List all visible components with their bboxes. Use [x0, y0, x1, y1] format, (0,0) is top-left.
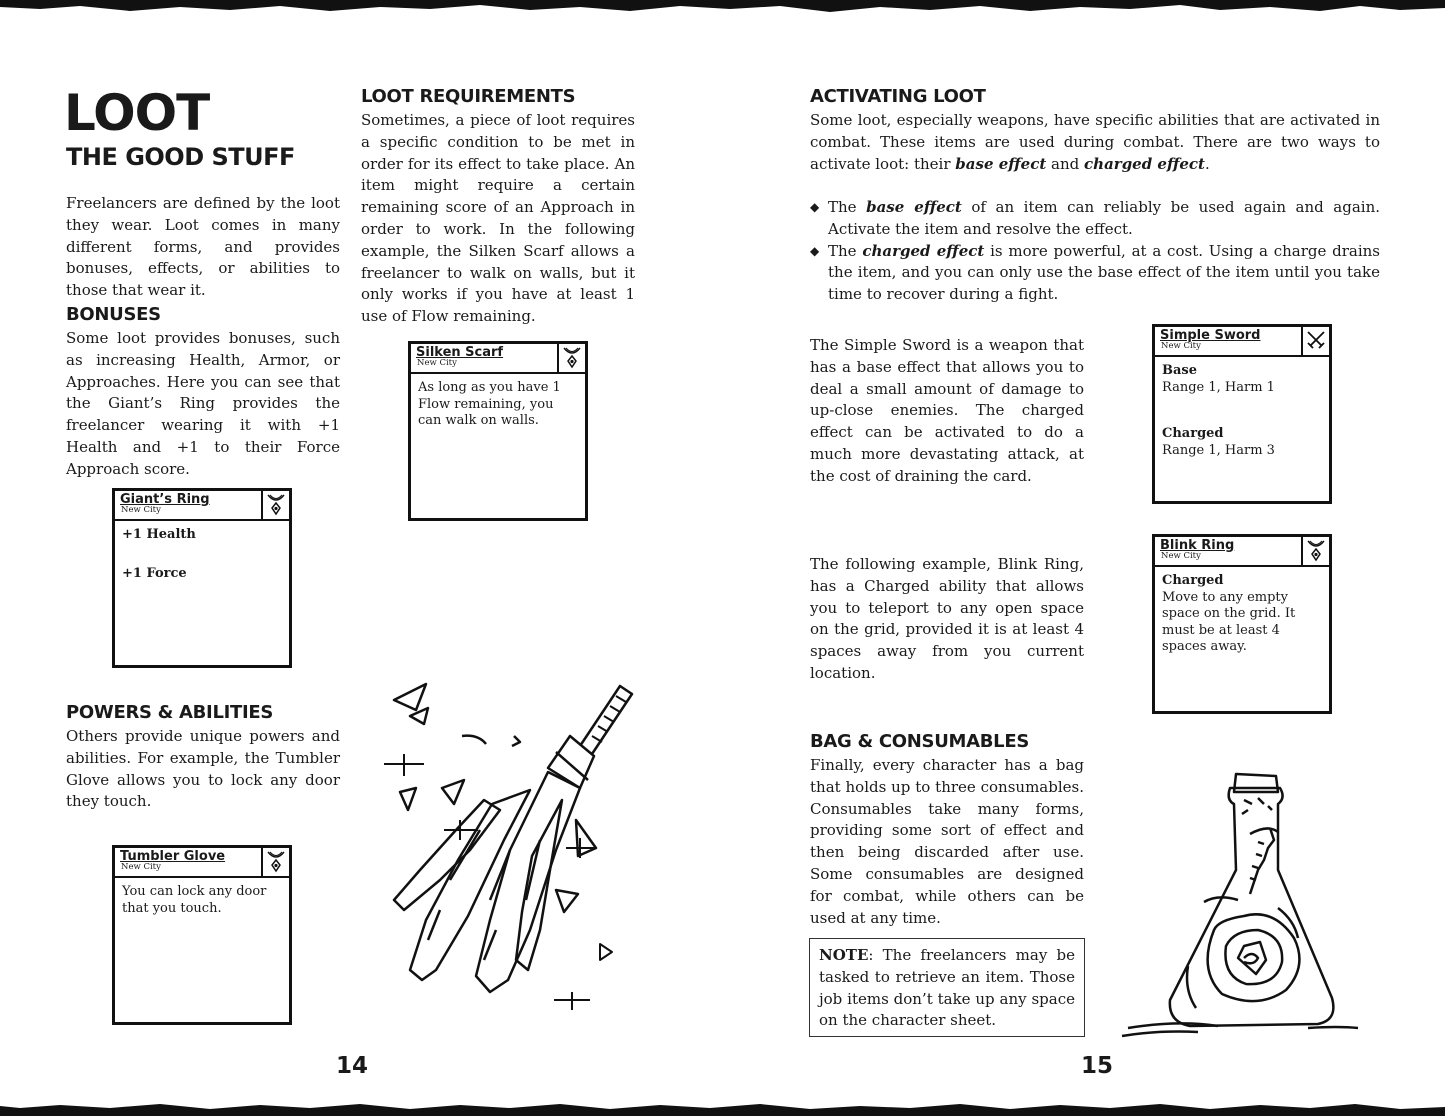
card-title: Silken Scarf — [416, 345, 504, 360]
amulet-icon — [261, 491, 289, 519]
card-text: As long as you have 1 Flow remaining, you can walk on walls. — [418, 380, 561, 428]
page-number-left: 14 — [336, 1053, 369, 1079]
powers-paragraph: Others provide unique powers and abilities. For example, the Tumbler Glove allows you to lock any door they touch. — [66, 727, 340, 811]
bullet-text: of an item can reliably be used again and again. Activate the item and resolve the effect. — [828, 198, 1381, 238]
card-line: +1 Health — [122, 527, 196, 542]
activation-bullet-list — [810, 197, 1380, 306]
tumbler-glove-card — [112, 845, 292, 1025]
bonuses-paragraph: Some loot provides bonuses, such as increasing Health, Armor, or Approaches. Here you can see that the Giant’s Ring provides the freelancer wearing it with +1 Health and +1 to their Force Approach score. — [66, 329, 340, 478]
page-subtitle: THE GOOD STUFF — [66, 143, 295, 171]
torn-top-edge — [0, 0, 1445, 20]
card-subtitle: New City — [1161, 341, 1201, 351]
card-label: Charged — [1162, 426, 1224, 441]
giants-ring-card — [112, 488, 292, 668]
page-number-right: 15 — [1081, 1053, 1114, 1079]
bullet-lead: The — [828, 241, 863, 260]
torn-bottom-edge — [0, 1096, 1445, 1116]
sentence-period: . — [1205, 154, 1210, 173]
blink-ring-card — [1152, 534, 1332, 714]
card-value: Range 1, Harm 1 — [1162, 379, 1275, 395]
crossed-swords-icon — [1301, 327, 1329, 355]
bullet-lead: The — [828, 198, 867, 216]
bag-heading: BAG & CONSUMABLES — [810, 731, 1030, 752]
card-title: Giant’s Ring — [120, 492, 210, 507]
amulet-icon — [557, 344, 585, 372]
simple-sword-paragraph: The Simple Sword is a weapon that has a base effect that allows you to deal a small amount of damage to up-close enemies. The charged effect can be activated to do a much more devastating attack, at the cost of draining the card. — [810, 336, 1084, 485]
card-title: Simple Sword — [1160, 328, 1261, 343]
card-header — [1155, 327, 1329, 357]
note-box — [809, 938, 1085, 1037]
note-text: : The freelancers may be tasked to retrieve an item. Those job items don’t take up any space on the character sheet. — [819, 946, 1075, 1030]
card-text: You can lock any door that you touch. — [122, 884, 267, 916]
card-subtitle: New City — [417, 358, 457, 368]
sword-illustration — [380, 680, 650, 1020]
bullet-charged-effect — [810, 241, 1380, 306]
bullet-term: base effect — [866, 198, 962, 216]
intro-paragraph: Freelancers are defined by the loot they wear. Loot comes in many different forms, and provides bonuses, effects, or abilities to those that wear it. — [66, 194, 340, 300]
powers-heading: POWERS & ABILITIES — [66, 702, 274, 723]
silken-scarf-card — [408, 341, 588, 521]
potion-flask-illustration — [1118, 770, 1368, 1040]
amulet-icon — [261, 848, 289, 876]
card-header — [1155, 537, 1329, 567]
requirements-heading: LOOT REQUIREMENTS — [361, 86, 576, 107]
bullet-text: is more powerful, at a cost. Using a charge drains the item, and you can only use the base effect of the item until you take time to recover during a fight. — [828, 241, 1381, 304]
card-subtitle: New City — [1161, 551, 1201, 561]
card-subtitle: New City — [121, 862, 161, 872]
card-value: Range 1, Harm 3 — [1162, 442, 1275, 458]
card-header — [115, 848, 289, 878]
bonuses-heading: BONUSES — [66, 304, 161, 325]
blink-ring-paragraph: The following example, Blink Ring, has a Charged ability that allows you to teleport to any open space on the grid, provided it is at least 4 spaces away from you current location. — [810, 555, 1084, 682]
activating-text: Some loot, especially weapons, have specific abilities that are activated in combat. These items are used during combat. There are two ways to activate loot: their — [810, 111, 1380, 173]
card-value: Move to any empty space on the grid. It must be at least 4 spaces away. — [1162, 589, 1296, 654]
page-title: LOOT — [64, 84, 210, 142]
card-header — [115, 491, 289, 521]
connector-and: and — [1046, 154, 1085, 173]
bullet-term: charged effect — [862, 241, 985, 260]
card-line: +1 Force — [122, 565, 187, 581]
requirements-paragraph: Sometimes, a piece of loot requires a specific condition to be met in order for its effect to take place. An item might require a certain remaining score of an Approach in order to work. In the following example, the Silken Scarf allows a freelancer to walk on walls, but it only works if you have at least 1 use of Flow remaining. — [361, 111, 635, 326]
term-base-effect: base effect — [955, 154, 1047, 173]
card-header — [411, 344, 585, 374]
card-title: Blink Ring — [1160, 538, 1235, 553]
card-label: Charged — [1162, 573, 1224, 588]
activating-heading: ACTIVATING LOOT — [810, 86, 986, 107]
card-subtitle: New City — [121, 505, 161, 515]
card-label: Base — [1162, 363, 1198, 378]
note-label: NOTE — [819, 946, 869, 964]
simple-sword-card — [1152, 324, 1332, 504]
bag-paragraph: Finally, every character has a bag that holds up to three consumables. Consumables take many forms, providing some sort of effect and then being discarded after use. Some consumables are designed for combat, while others can be used at any time. — [810, 756, 1084, 927]
term-charged-effect: charged effect — [1084, 154, 1205, 173]
activating-paragraph — [810, 110, 1380, 175]
amulet-icon — [1301, 537, 1329, 565]
bullet-base-effect — [810, 197, 1380, 241]
card-title: Tumbler Glove — [120, 849, 226, 864]
